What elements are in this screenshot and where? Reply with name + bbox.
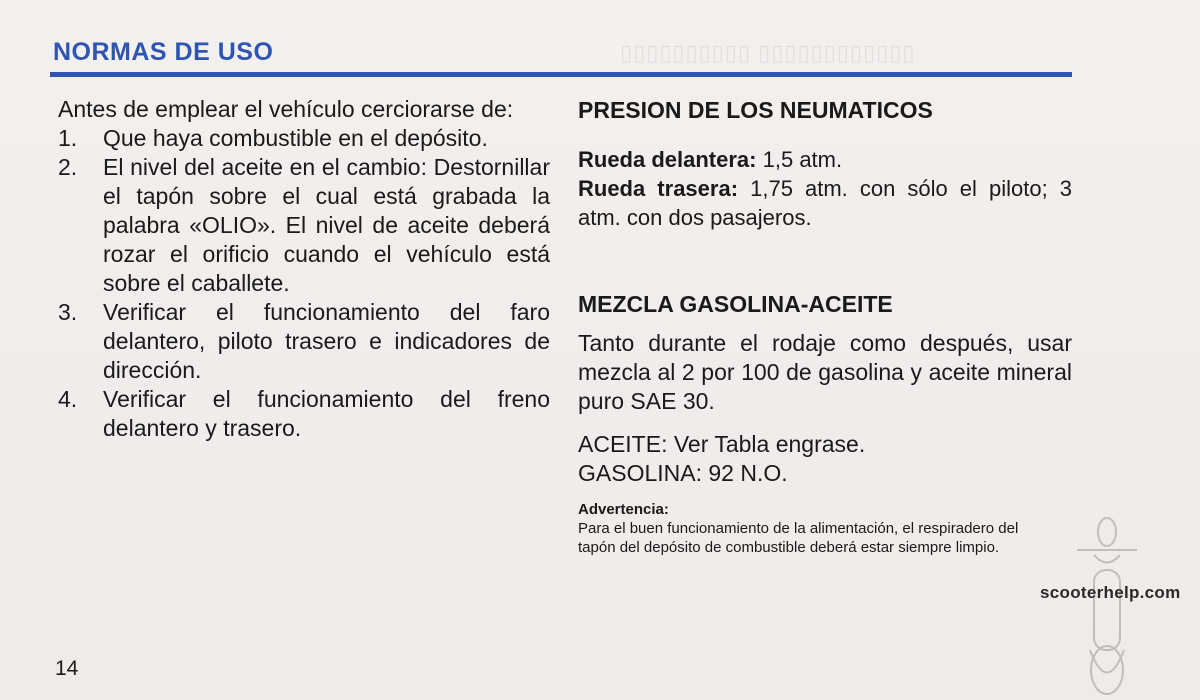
checklist-text: Que haya combustible en el depósito. xyxy=(103,125,488,151)
oil-spec: ACEITE: Ver Tabla engrase. xyxy=(578,431,866,457)
rear-tire-value: 1,75 atm. con sólo el piloto; 3 atm. con dos pasajeros. xyxy=(578,176,1072,230)
checklist-item xyxy=(58,153,550,298)
checklist-item xyxy=(58,298,550,385)
fuel-spec: GASOLINA: 92 N.O. xyxy=(578,460,788,486)
bleed-through-text: ▯▯▯▯▯▯▯▯▯▯ ▯▯▯▯▯▯▯▯▯▯▯▯ xyxy=(620,40,916,65)
checklist-intro: Antes de emplear el vehículo cerciorarse de: xyxy=(58,96,514,122)
front-tire-value: 1,5 atm. xyxy=(762,147,843,172)
checklist-number: 4. xyxy=(58,386,78,412)
fuel-mix-heading: MEZCLA GASOLINA-ACEITE xyxy=(578,291,893,317)
rear-tire-line xyxy=(578,174,1072,232)
front-tire-label: Rueda delantera: xyxy=(578,147,757,172)
checklist-item xyxy=(58,124,550,153)
specs-column xyxy=(578,95,1072,557)
page-title: NORMAS DE USO xyxy=(53,38,274,66)
checklist-item xyxy=(58,385,550,443)
usage-checklist-column xyxy=(58,95,550,443)
checklist-number: 2. xyxy=(58,154,78,180)
checklist-text: Verificar el funcionamiento del faro delantero, piloto trasero e indicadores de dirección. xyxy=(103,299,550,383)
watermark: scooterhelp.com xyxy=(1040,583,1181,602)
fluid-specs xyxy=(578,430,1072,488)
header-rule xyxy=(50,72,1072,77)
warning-note xyxy=(578,500,1072,557)
checklist-text: Verificar el funcionamiento del freno delantero y trasero. xyxy=(103,386,550,441)
page-number: 14 xyxy=(55,657,79,680)
tire-pressure-values xyxy=(578,145,1072,232)
fuel-mix-text: Tanto durante el rodaje como después, usar mezcla al 2 por 100 de gasolina y aceite mineral puro SAE 30. xyxy=(578,330,1072,414)
front-tire-line xyxy=(578,145,1072,174)
tire-pressure-heading: PRESION DE LOS NEUMATICOS xyxy=(578,97,933,123)
rear-tire-label: Rueda trasera: xyxy=(578,176,739,201)
checklist-number: 3. xyxy=(58,299,78,325)
checklist xyxy=(58,124,550,443)
warning-text: Para el buen funcionamiento de la alimentación, el respiradero del tapón del depósito de combustible deberá estar siempre limpio. xyxy=(578,520,1019,556)
checklist-number: 1. xyxy=(58,125,78,151)
checklist-text: El nivel del aceite en el cambio: Destornillar el tapón sobre el cual está grabada la palabra «OLIO». El nivel de aceite deberá rozar el orificio cuando el vehículo está sobre el caballete. xyxy=(103,154,550,296)
scooter-watermark-icon xyxy=(1072,510,1142,700)
warning-title: Advertencia: xyxy=(578,501,669,518)
